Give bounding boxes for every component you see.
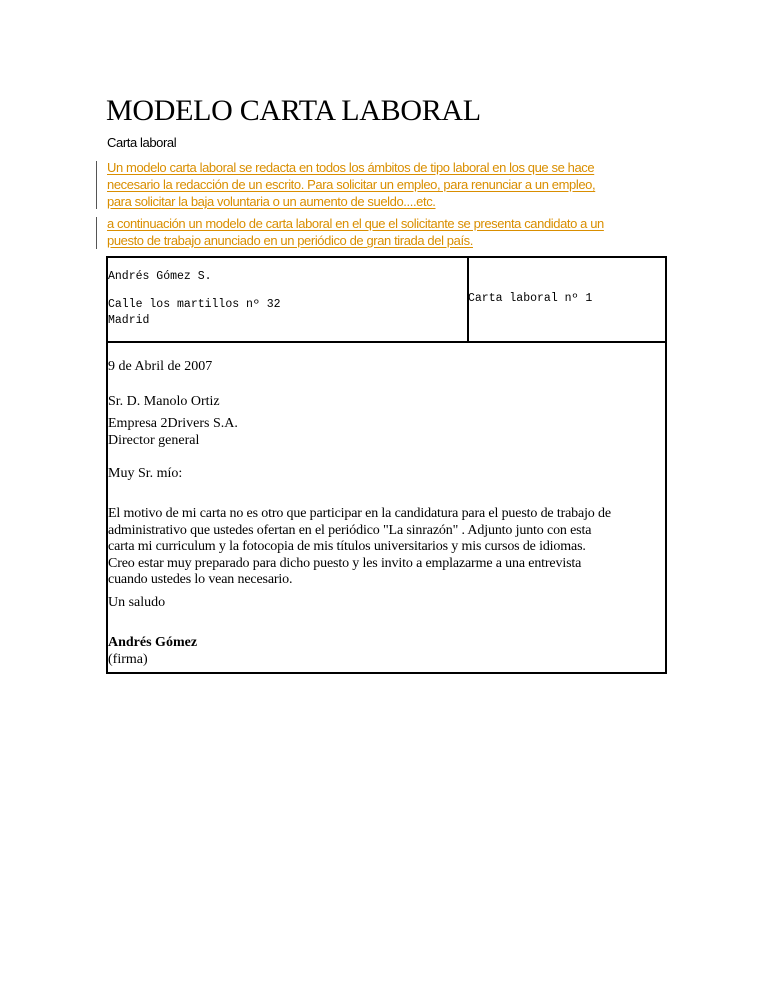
body-line: El motivo de mi carta no es otro que participar en la candidatura para el puesto de trabajo de [108,506,611,521]
signature-name: Andrés Gómez [108,635,198,650]
sender-city: Madrid [108,314,150,327]
letter-date: 9 de Abril de 2007 [108,359,213,374]
intro-line[interactable]: necesario la redacción de un escrito. Para solicitar un empleo, para renunciar a un empleo, [107,177,596,192]
salutation: Muy Sr. mío: [108,466,183,481]
signature-note: (firma) [108,652,148,667]
body-line: Creo estar muy preparado para dicho puesto y les invito a emplazarme a una entrevista [108,555,582,571]
letter-body [108,506,666,589]
recipient-title: Director general [108,433,200,448]
recipient-name: Sr. D. Manolo Ortiz [108,394,220,409]
intro-line[interactable]: para solicitar la baja voluntaria o un aumento de sueldo....etc. [107,194,436,209]
paragraph-marker [96,217,97,249]
letter-frame [106,256,667,674]
recipient-company: Empresa 2Drivers S.A. [108,416,238,431]
body-line: carta mi curriculum y la fotocopia de mis títulos universitarios y mis cursos de idiomas. [108,539,586,554]
body-line: administrativo que ustedes ofertan en el periódico "La sinrazón" . Adjunto junto con esta [108,522,592,538]
body-line: cuando ustedes lo vean necesario. [108,572,293,587]
sender-name: Andrés Gómez S. [108,270,212,283]
closing: Un saludo [108,595,166,610]
sender-cell [108,258,469,343]
intro-paragraph-1[interactable] [107,159,667,210]
reference-cell [467,258,665,343]
intro-paragraph-2[interactable] [107,215,667,249]
intro-line[interactable]: puesto de trabajo anunciado en un periódico de gran tirada del país. [107,233,473,248]
intro-line[interactable]: a continuación un modelo de carta laboral en el que el solicitante se presenta candidato a un [107,216,604,231]
letter-reference: Carta laboral nº 1 [468,292,593,305]
document-title: MODELO CARTA LABORAL [106,94,481,127]
sender-street: Calle los martillos nº 32 [108,298,281,311]
intro-line[interactable]: Un modelo carta laboral se redacta en todos los ámbitos de tipo laboral en los que se hace [107,160,595,175]
paragraph-marker [96,161,97,209]
document-subtitle: Carta laboral [107,135,177,150]
